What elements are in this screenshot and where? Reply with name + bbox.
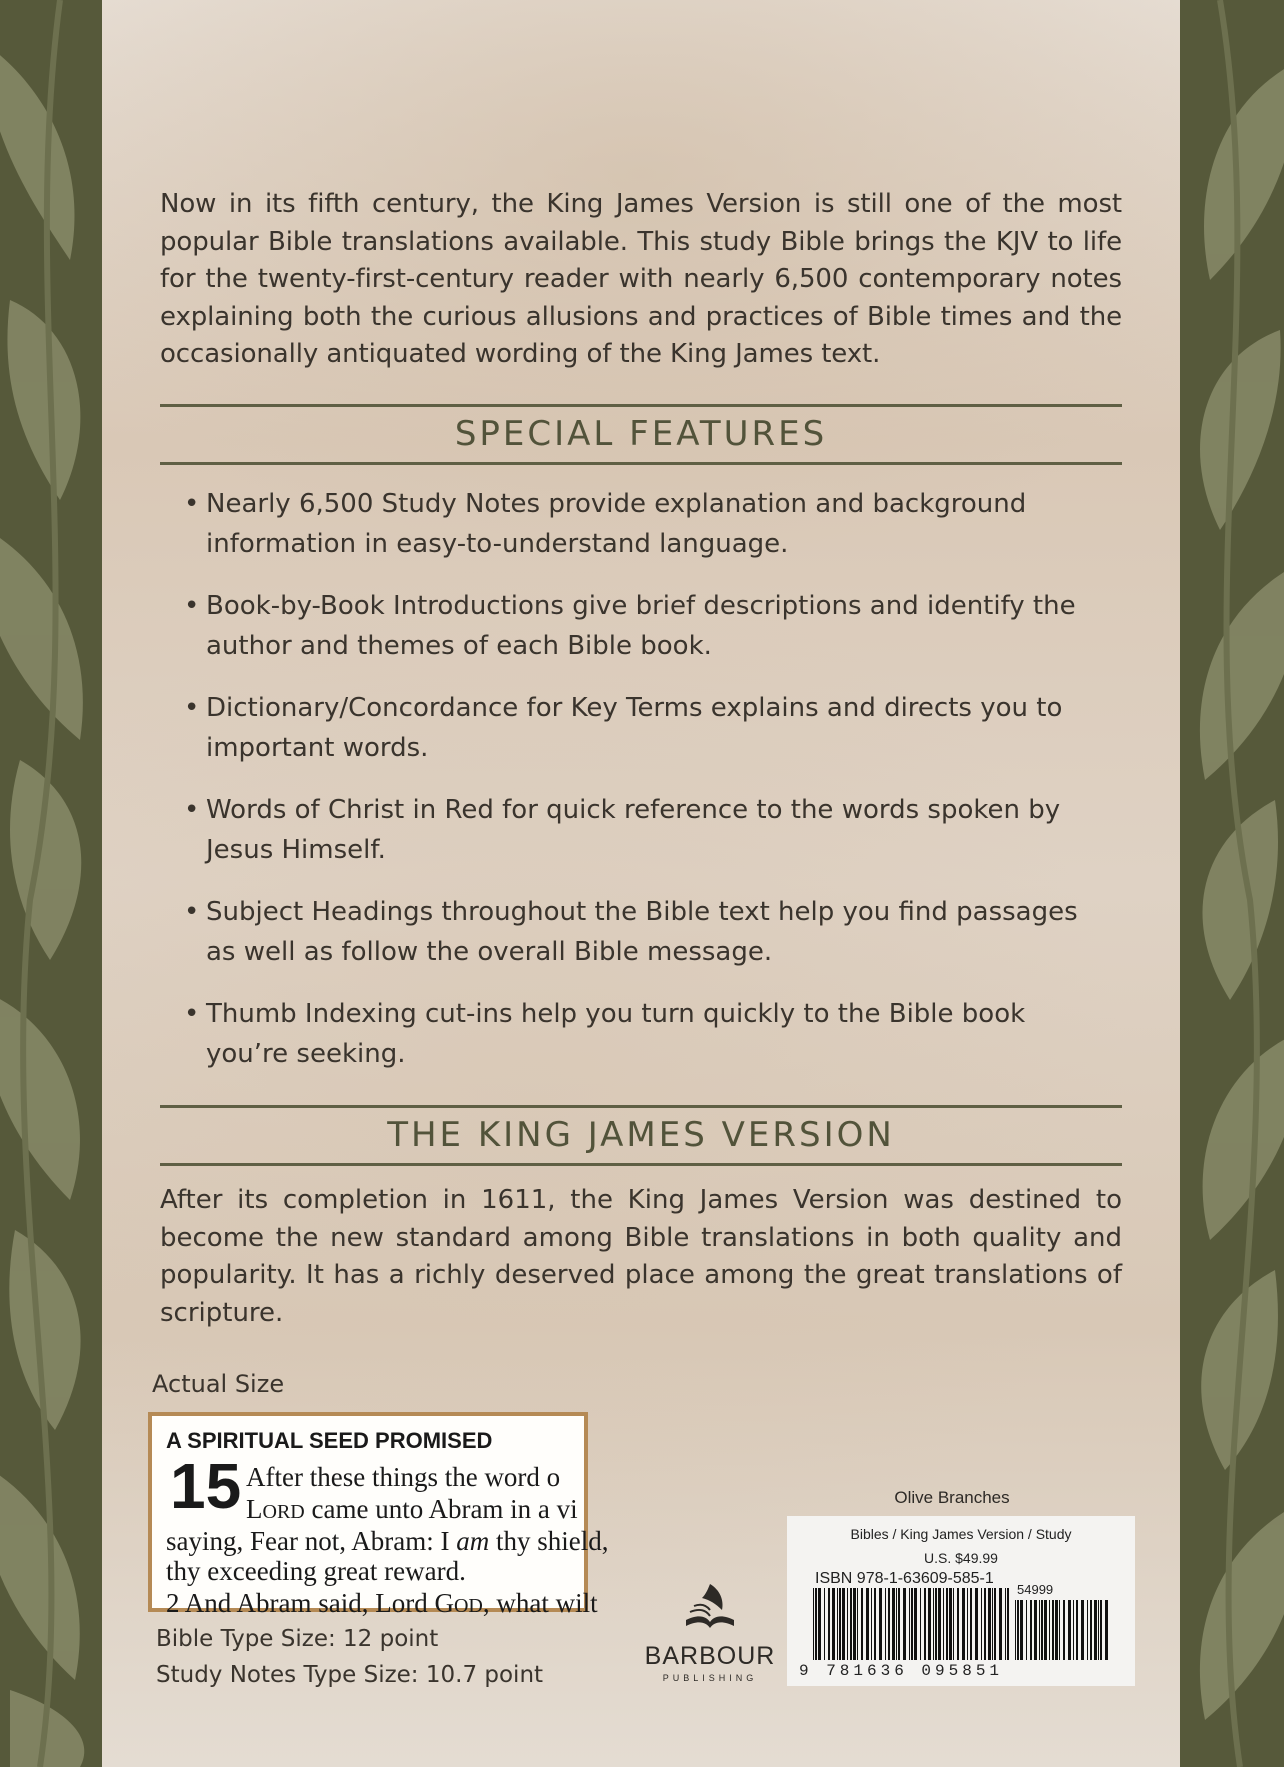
barcode-bar	[828, 1588, 830, 1660]
barcode-bar	[871, 1588, 872, 1660]
notes-type-size: Study Notes Type Size: 10.7 point	[156, 1662, 544, 1688]
barcode-bar	[1052, 1600, 1054, 1660]
bullet-icon: •	[184, 897, 200, 927]
kjv-heading: THE KING JAMES VERSION	[387, 1115, 895, 1155]
feature-item: • Nearly 6,500 Study Notes provide explanation and background information in easy-to-understand language.	[184, 484, 1114, 586]
barcode-bar	[847, 1588, 848, 1660]
barcode-bar	[967, 1588, 968, 1660]
barcode-bar	[1044, 1600, 1047, 1660]
feature-item: • Book-by-Book Introductions give brief descriptions and identify the author and themes of each Bible book.	[184, 586, 1114, 688]
barcode-bar	[953, 1588, 954, 1660]
barcode-bar	[933, 1588, 934, 1660]
leaf-pattern-left	[0, 0, 102, 1767]
barcode-bar	[898, 1588, 900, 1660]
barcode-bar	[879, 1588, 882, 1660]
barcode-bar	[1034, 1600, 1037, 1660]
barcode-bar	[943, 1588, 944, 1660]
barcode-bar	[957, 1588, 959, 1660]
barcode-bar	[1100, 1600, 1102, 1660]
barcode-bar	[1005, 1588, 1006, 1660]
barcode-bar	[970, 1588, 972, 1660]
barcode-bar	[962, 1588, 965, 1660]
sample-line: After these things the word o	[246, 1462, 561, 1492]
barcode-bar	[888, 1588, 890, 1660]
barcode-bar	[938, 1588, 941, 1660]
barcode-bar	[1017, 1600, 1019, 1660]
barcode-bar	[1059, 1600, 1060, 1660]
collection-name: Olive Branches	[894, 1488, 1010, 1507]
barcode-bar	[1026, 1600, 1027, 1660]
barcode-bar	[818, 1588, 821, 1660]
barcode-bar	[1105, 1600, 1108, 1660]
bible-type-size: Bible Type Size: 12 point	[156, 1626, 439, 1652]
feature-item: • Dictionary/Concordance for Key Terms explains and directs you to important words.	[184, 688, 1114, 790]
barcode-bar	[837, 1588, 838, 1660]
barcode-bar	[1055, 1600, 1058, 1660]
isbn-barcode	[813, 1588, 1011, 1660]
barcode-bar	[988, 1588, 991, 1660]
barcode-bar	[924, 1588, 926, 1660]
barcode-bar	[909, 1588, 910, 1660]
sample-line: LORD came unto Abram in a vi	[246, 1494, 578, 1524]
book-icon	[680, 1580, 740, 1638]
barcode-bar	[842, 1588, 845, 1660]
barcode-bar	[815, 1588, 817, 1660]
publisher-sub: PUBLISHING	[662, 1673, 758, 1683]
intro-paragraph: Now in its fifth century, the King James Version is still one of the most popular Bible translations available. This study Bible brings the KJV to life for the twenty-first-century reader with nearly 6,500 contemporary notes explaining both the curious allusions and practices of Bible times and the occasionally antiquated wording of the King James text.	[160, 189, 1122, 369]
barcode-bar	[1090, 1600, 1092, 1660]
barcode-bar	[928, 1588, 931, 1660]
barcode-bar	[911, 1588, 913, 1660]
barcode-bar	[1073, 1600, 1074, 1660]
publisher-name: BARBOUR	[644, 1642, 776, 1670]
bullet-icon: •	[184, 489, 200, 519]
barcode-box	[787, 1516, 1135, 1686]
sample-heading: A SPIRITUAL SEED PROMISED	[166, 1428, 493, 1453]
barcode-bar	[1063, 1600, 1065, 1660]
barcode-bar	[1049, 1600, 1050, 1660]
barcode-bar	[1098, 1600, 1099, 1660]
cover-panel	[102, 0, 1180, 1767]
barcode-bar	[1068, 1600, 1071, 1660]
barcode-bar	[885, 1588, 886, 1660]
barcode-bar	[1039, 1600, 1040, 1660]
features-list	[184, 484, 1114, 1096]
feature-item: • Words of Christ in Red for quick reference to the words spoken by Jesus Himself.	[184, 790, 1114, 892]
sample-line: saying, Fear not, Abram: I am thy shield,	[166, 1526, 609, 1556]
barcode-bar	[975, 1588, 978, 1660]
barcode-bar	[914, 1588, 917, 1660]
barcode-bar	[981, 1588, 982, 1660]
bullet-icon: •	[184, 693, 200, 723]
barcode-bar	[903, 1588, 906, 1660]
chapter-number: 15	[170, 1450, 242, 1522]
barcode-bar	[813, 1588, 814, 1660]
price-barcode	[1015, 1600, 1111, 1660]
price: U.S. $49.99	[924, 1550, 998, 1566]
special-features-heading: SPECIAL FEATURES	[454, 414, 828, 454]
barcode-bar	[1094, 1600, 1097, 1660]
category: Bibles / King James Version / Study	[850, 1526, 1072, 1542]
barcode-bar	[1030, 1600, 1032, 1660]
barcode-digits: 9 781636 095851	[799, 1662, 1004, 1680]
actual-size-label: Actual Size	[152, 1370, 285, 1398]
barcode-bar	[992, 1588, 993, 1660]
feature-item: • Thumb Indexing cut-ins help you turn quickly to the Bible book you’re seeking.	[184, 994, 1114, 1096]
divider	[160, 462, 1122, 465]
bullet-icon: •	[184, 795, 200, 825]
barcode-bar	[892, 1588, 895, 1660]
barcode-bar	[1087, 1600, 1088, 1660]
barcode-bar	[866, 1588, 869, 1660]
barcode-bar	[857, 1588, 858, 1660]
barcode-bar	[1007, 1588, 1009, 1660]
feature-item: • Subject Headings throughout the Bible text help you find passages as well as follow the overall Bible message.	[184, 892, 1114, 994]
price-code: 54999	[1017, 1582, 1054, 1597]
barcode-bar	[920, 1588, 921, 1660]
type-sample	[148, 1412, 609, 1618]
barcode-bar	[1015, 1600, 1016, 1660]
bullet-icon: •	[184, 999, 200, 1029]
barcode-bar	[935, 1588, 937, 1660]
divider	[160, 1105, 1122, 1108]
barcode-bar	[853, 1588, 856, 1660]
barcode-bar	[946, 1588, 948, 1660]
barcode-bar	[874, 1588, 876, 1660]
barcode-bar	[861, 1588, 863, 1660]
barcode-bar	[850, 1588, 852, 1660]
divider	[160, 1163, 1122, 1166]
barcode-bar	[949, 1588, 952, 1660]
barcode-bar	[1020, 1600, 1023, 1660]
divider	[160, 404, 1122, 407]
isbn: ISBN 978-1-63609-585-1	[815, 1570, 994, 1587]
barcode-bar	[832, 1588, 835, 1660]
barcode-bar	[994, 1588, 996, 1660]
sample-line: 2 And Abram said, Lord GOD, what wilt	[166, 1588, 598, 1618]
barcode-bar	[824, 1588, 825, 1660]
sample-line: thy exceeding great reward.	[166, 1556, 466, 1586]
publisher-logo	[640, 1580, 780, 1683]
bullet-icon: •	[184, 591, 200, 621]
barcode-bar	[999, 1588, 1002, 1660]
barcode-bar	[1081, 1600, 1084, 1660]
leaf-pattern-right	[1180, 0, 1284, 1767]
barcode-bar	[984, 1588, 986, 1660]
barcode-bar	[1076, 1600, 1078, 1660]
barcode-bar	[839, 1588, 841, 1660]
barcode-bar	[1041, 1600, 1043, 1660]
barcode-bar	[896, 1588, 897, 1660]
kjv-paragraph: After its completion in 1611, the King James Version was destined to become the new standard among Bible translations in both quality and popularity. It has a richly deserved place among the great translations of scripture.	[160, 1185, 1122, 1328]
